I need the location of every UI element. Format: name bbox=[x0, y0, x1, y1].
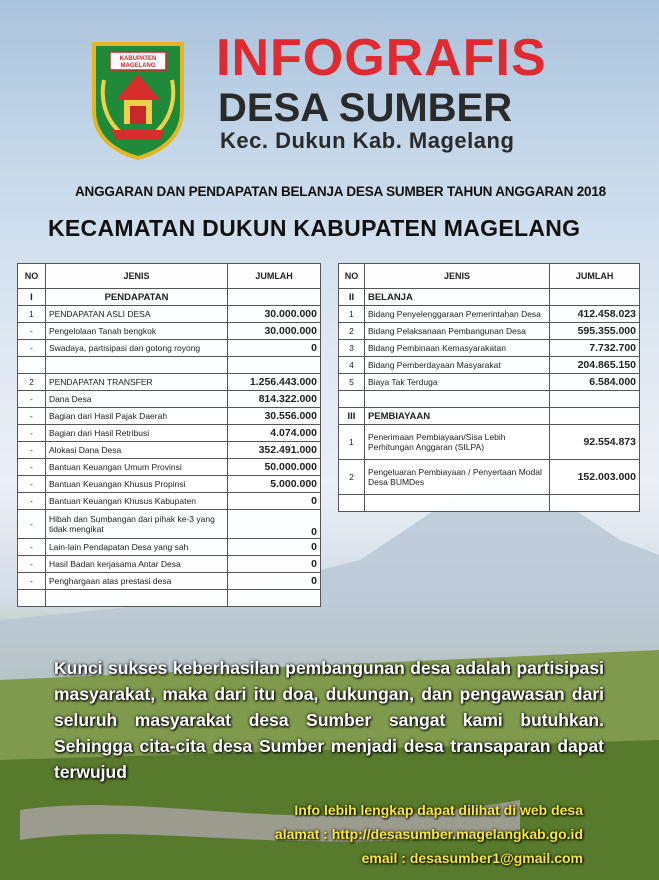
magelang-regency-logo bbox=[90, 40, 186, 160]
cell-jenis: PENDAPATAN ASLI DESA bbox=[45, 306, 227, 323]
expenditure-table bbox=[338, 263, 640, 512]
cell-jumlah: 92.554.873 bbox=[550, 425, 640, 460]
footer-info-line: Info lebih lengkap dapat dilihat di web desa bbox=[294, 802, 583, 818]
motivation-quote: Kunci sukses keberhasilan pembangunan desa adalah partisipasi masyarakat, maka dari itu doa, dukungan, dan pengawasan dari seluruh masyarakat desa Sumber sangat kami butuhkan. Sehingga cita-cita desa Sumber menjadi desa transaparan dapat terwujud bbox=[54, 658, 604, 782]
cell-jumlah: 412.458.023 bbox=[550, 306, 640, 323]
cell-no: 2 bbox=[18, 374, 46, 391]
cell-jumlah: 595.355.000 bbox=[550, 323, 640, 340]
col-no-header: NO bbox=[18, 264, 46, 289]
cell-no: - bbox=[18, 425, 46, 442]
cell-jumlah: 352.491.000 bbox=[228, 442, 321, 459]
cell-jenis: Alokasi Dana Desa bbox=[45, 442, 227, 459]
cell-jenis: Bidang Pemberdayaan Masyarakat bbox=[364, 357, 549, 374]
cell-jenis: Swadaya, partisipasi dan gotong royong bbox=[45, 340, 227, 357]
cell-jenis: Bidang Pembinaan Kemasyarakatan bbox=[364, 340, 549, 357]
section-row bbox=[339, 408, 640, 425]
cell-jumlah: 50.000.000 bbox=[228, 459, 321, 476]
cell-jenis: Pengelolaan Tanah bengkok bbox=[45, 323, 227, 340]
cell-jenis bbox=[45, 590, 227, 607]
cell-jumlah: 0 bbox=[228, 556, 321, 573]
cell-no: 1 bbox=[339, 306, 365, 323]
cell-jenis: Hibah dan Sumbangan dari pihak ke-3 yang tidak mengikat bbox=[45, 510, 227, 539]
cell-jenis: Bantuan Keuangan Khusus Kabupaten bbox=[45, 493, 227, 510]
cell-jenis: Bidang Penyelenggaraan Pemerintahan Desa bbox=[364, 306, 549, 323]
table-header-row bbox=[18, 264, 321, 289]
cell-no: 1 bbox=[18, 306, 46, 323]
table-row bbox=[18, 408, 321, 425]
table-row bbox=[339, 425, 640, 460]
cell-jumlah: 0 bbox=[228, 573, 321, 590]
cell-jumlah: 7.732.700 bbox=[550, 340, 640, 357]
section-label: PENDAPATAN bbox=[45, 289, 227, 306]
cell-no: 5 bbox=[339, 374, 365, 391]
cell-jumlah: 814.322.000 bbox=[228, 391, 321, 408]
cell-jumlah: 30.556.000 bbox=[228, 408, 321, 425]
cell-no: - bbox=[18, 476, 46, 493]
cell-no: - bbox=[18, 408, 46, 425]
spacer-row bbox=[339, 495, 640, 512]
cell-jumlah: 30.000.000 bbox=[228, 323, 321, 340]
cell-no: 2 bbox=[339, 460, 365, 495]
cell-no: - bbox=[18, 442, 46, 459]
section-row bbox=[339, 289, 640, 306]
cell-no: 3 bbox=[339, 340, 365, 357]
col-jenis-header: JENIS bbox=[45, 264, 227, 289]
footer-email[interactable]: email : desasumber1@gmail.com bbox=[361, 850, 583, 866]
cell-jenis: Hasil Badan kerjasama Antar Desa bbox=[45, 556, 227, 573]
table-row bbox=[18, 476, 321, 493]
cell-jumlah: 5.000.000 bbox=[228, 476, 321, 493]
table-row bbox=[18, 510, 321, 539]
cell-no: - bbox=[18, 493, 46, 510]
cell-no: - bbox=[18, 510, 46, 539]
section-amount bbox=[550, 289, 640, 306]
cell-jumlah: 30.000.000 bbox=[228, 306, 321, 323]
cell-jumlah: 204.865.150 bbox=[550, 357, 640, 374]
cell-jenis: Bagian dari Hasil Retribusi bbox=[45, 425, 227, 442]
cell-no: - bbox=[18, 340, 46, 357]
cell-no: - bbox=[18, 459, 46, 476]
section-no: III bbox=[339, 408, 365, 425]
table-row bbox=[18, 573, 321, 590]
cell-jenis: Bagian dari Hasil Pajak Daerah bbox=[45, 408, 227, 425]
table-row bbox=[339, 374, 640, 391]
table-row bbox=[18, 425, 321, 442]
cell-jenis: Penerimaan Pembiayaan/Sisa Lebih Perhitungan Anggaran (SILPA) bbox=[364, 425, 549, 460]
table-header-row bbox=[339, 264, 640, 289]
cell-jumlah: 0 bbox=[228, 493, 321, 510]
table-row bbox=[18, 374, 321, 391]
cell-no: - bbox=[18, 323, 46, 340]
section-amount bbox=[228, 289, 321, 306]
table-row bbox=[18, 459, 321, 476]
cell-jumlah: 1.256.443.000 bbox=[228, 374, 321, 391]
table-row bbox=[18, 323, 321, 340]
table-row bbox=[339, 306, 640, 323]
section-amount bbox=[550, 408, 640, 425]
table-row bbox=[18, 539, 321, 556]
cell-jenis: Biaya Tak Terduga bbox=[364, 374, 549, 391]
logo-text-2: MAGELANG bbox=[120, 63, 156, 69]
table-row bbox=[339, 340, 640, 357]
section-no: II bbox=[339, 289, 365, 306]
col-jenis-header: JENIS bbox=[364, 264, 549, 289]
cell-jenis: Pengeluaran Pembiayaan / Penyertaan Modal Desa BUMDes bbox=[364, 460, 549, 495]
spacer-row bbox=[339, 391, 640, 408]
table-row bbox=[18, 590, 321, 607]
table-row bbox=[339, 323, 640, 340]
table-row bbox=[18, 556, 321, 573]
table-row bbox=[18, 391, 321, 408]
section-row bbox=[18, 289, 321, 306]
village-name: DESA SUMBER bbox=[218, 86, 513, 130]
cell-jumlah: 6.584.000 bbox=[550, 374, 640, 391]
col-jumlah-header: JUMLAH bbox=[228, 264, 321, 289]
cell-jenis: Bantuan Keuangan Umum Provinsi bbox=[45, 459, 227, 476]
logo-text-1: KABUPATEN bbox=[119, 56, 157, 62]
cell-jumlah: 0 bbox=[228, 539, 321, 556]
budget-subtitle: ANGGARAN DAN PENDAPATAN BELANJA DESA SUMBER TAHUN ANGGARAN 2018 bbox=[75, 184, 606, 199]
cell-jumlah bbox=[228, 590, 321, 607]
cell-jumlah: 152.003.000 bbox=[550, 460, 640, 495]
district-name: Kec. Dukun Kab. Magelang bbox=[220, 128, 515, 153]
cell-jenis: Lain-lain Pendapatan Desa yang sah bbox=[45, 539, 227, 556]
col-jumlah-header: JUMLAH bbox=[550, 264, 640, 289]
cell-no: - bbox=[18, 539, 46, 556]
cell-jumlah: 4.074.000 bbox=[228, 425, 321, 442]
cell-no: - bbox=[18, 573, 46, 590]
income-table bbox=[17, 263, 321, 607]
cell-jenis: Penghargaan atas prestasi desa bbox=[45, 573, 227, 590]
table-row bbox=[18, 493, 321, 510]
cell-jumlah bbox=[228, 357, 321, 374]
footer-website[interactable]: alamat : http://desasumber.magelangkab.go.id bbox=[274, 826, 583, 842]
section-label: PEMBIAYAAN bbox=[364, 408, 549, 425]
table-row bbox=[339, 460, 640, 495]
cell-no: - bbox=[18, 556, 46, 573]
cell-no bbox=[18, 590, 46, 607]
cell-jumlah: 0 bbox=[228, 510, 321, 539]
table-row bbox=[18, 357, 321, 374]
cell-jumlah: 0 bbox=[228, 340, 321, 357]
infographic-title: INFOGRAFIS bbox=[216, 29, 547, 87]
cell-no: 1 bbox=[339, 425, 365, 460]
col-no-header: NO bbox=[339, 264, 365, 289]
cell-no: 4 bbox=[339, 357, 365, 374]
table-row bbox=[18, 340, 321, 357]
cell-no: - bbox=[18, 391, 46, 408]
cell-jenis: PENDAPATAN TRANSFER bbox=[45, 374, 227, 391]
cell-jenis: Bantuan Keuangan Khusus Propinsi bbox=[45, 476, 227, 493]
cell-no: 2 bbox=[339, 323, 365, 340]
table-row bbox=[18, 442, 321, 459]
section-label: BELANJA bbox=[364, 289, 549, 306]
table-row bbox=[339, 357, 640, 374]
regency-subtitle: KECAMATAN DUKUN KABUPATEN MAGELANG bbox=[48, 215, 581, 241]
section-no: I bbox=[18, 289, 46, 306]
cell-jenis: Dana Desa bbox=[45, 391, 227, 408]
cell-no bbox=[18, 357, 46, 374]
cell-jenis: Bidang Pelaksanaan Pembangunan Desa bbox=[364, 323, 549, 340]
table-row bbox=[18, 306, 321, 323]
cell-jenis bbox=[45, 357, 227, 374]
